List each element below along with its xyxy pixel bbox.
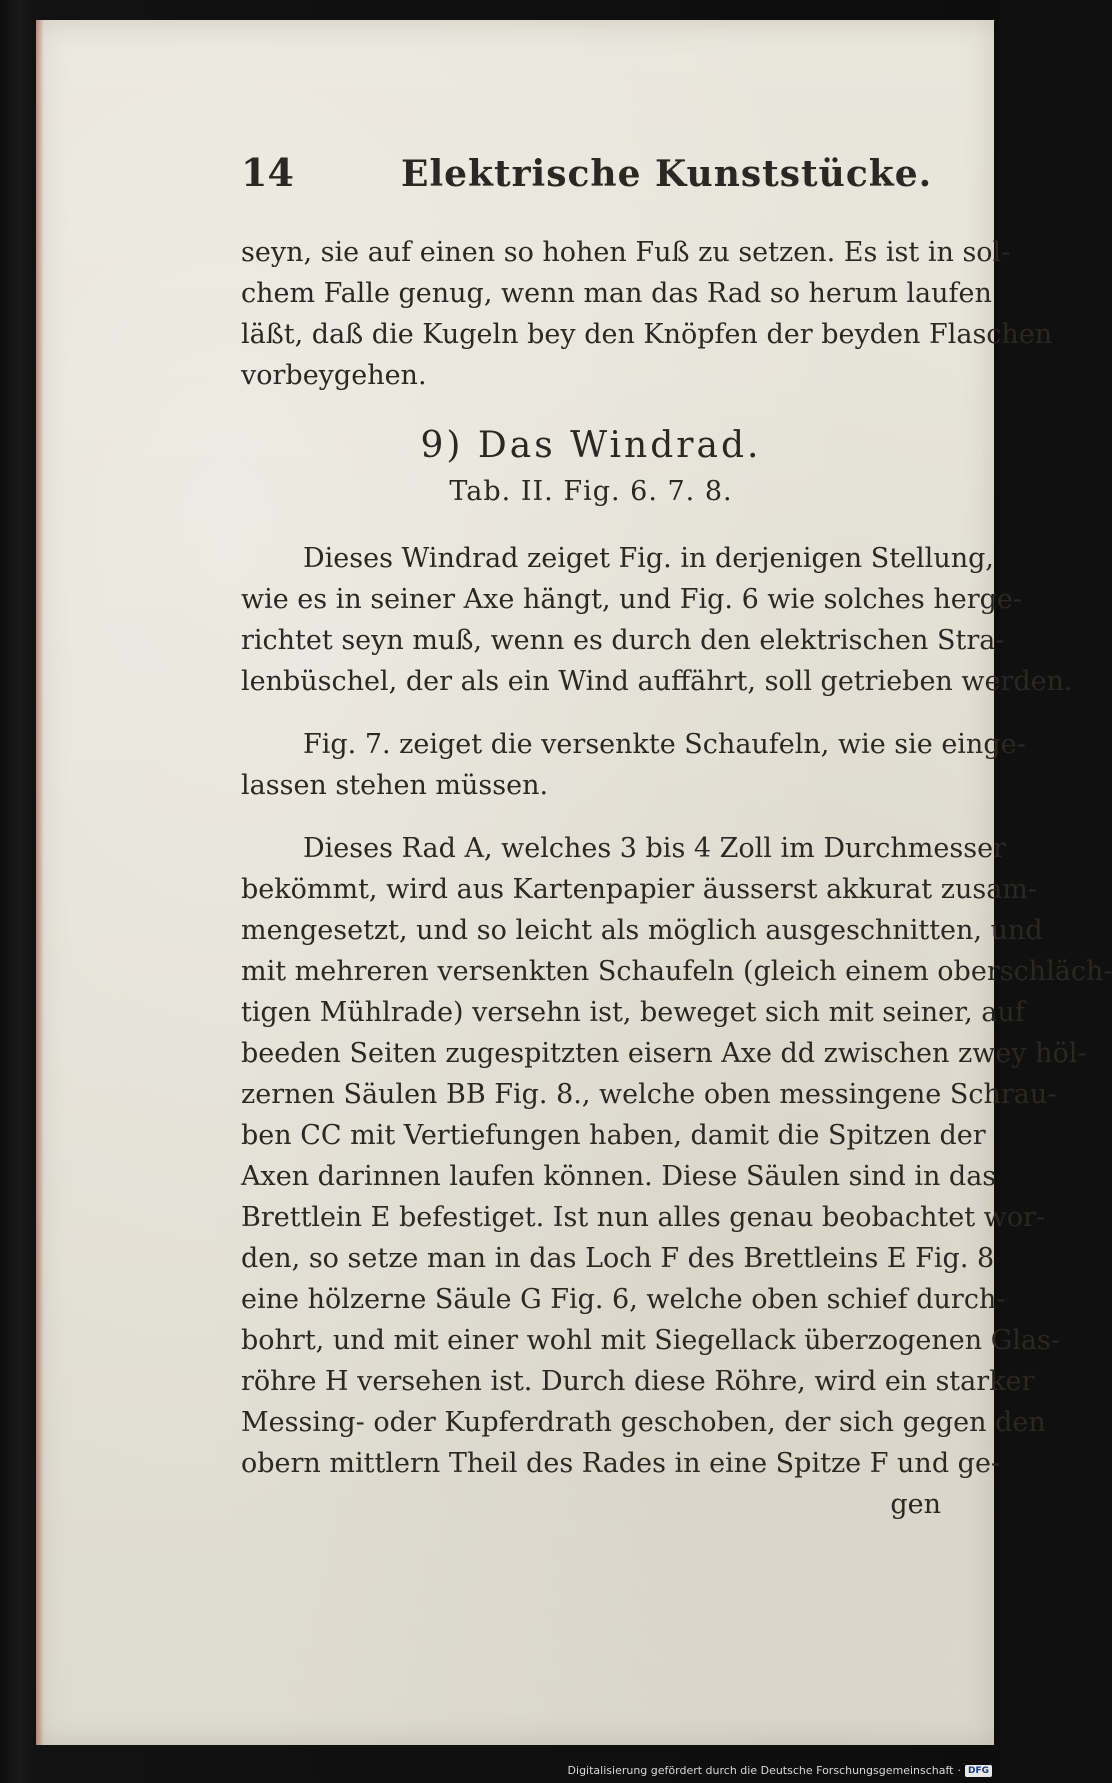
text-line: ben CC mit Vertiefungen haben, damit die Spitzen der <box>241 1120 986 1151</box>
text-line: Brettlein E befestiget. Ist nun alles genau beobachtet wor- <box>241 1202 1046 1233</box>
text-line: eine hölzerne Säule G Fig. 6, welche oben schief durch- <box>241 1284 1006 1315</box>
section-figure-reference: Tab. II. Fig. 6. 7. 8. <box>449 476 733 507</box>
text-line: Fig. 7. zeiget die versenkte Schaufeln, wie sie einge- <box>303 729 1026 760</box>
text-line: bekömmt, wird aus Kartenpapier äusserst akkurat zusam- <box>241 874 1038 905</box>
digitization-footer <box>568 1764 992 1777</box>
footer-separator: · <box>957 1764 961 1777</box>
paragraph-1 <box>241 538 1073 702</box>
dfg-logo-icon: DFG <box>965 1765 992 1777</box>
text-line: bohrt, und mit einer wohl mit Siegellack überzogenen Glas- <box>241 1325 1061 1356</box>
text-line: Dieses Rad A, welches 3 bis 4 Zoll im Durchmesser <box>303 833 1006 864</box>
page-header <box>241 150 941 220</box>
text-line: obern mittlern Theil des Rades in eine Spitze F und ge- <box>241 1448 1001 1479</box>
text-line: Dieses Windrad zeiget Fig. in derjenigen Stellung, <box>303 543 994 574</box>
paragraph-2 <box>241 724 1026 806</box>
text-line: vorbeygehen. <box>241 360 427 391</box>
text-line: mit mehreren versenkten Schaufeln (gleich einem oberschläch- <box>241 956 1112 987</box>
text-line: tigen Mühlrade) versehn ist, beweget sich mit seiner, auf <box>241 997 1025 1028</box>
text-line: seyn, sie auf einen so hohen Fuß zu setzen. Es ist in sol- <box>241 237 1011 268</box>
text-line: mengesetzt, und so leicht als möglich ausgeschnitten, und <box>241 915 1043 946</box>
section-title: 9) Das Windrad. <box>420 425 762 466</box>
text-line: richtet seyn muß, wenn es durch den elektrischen Stra- <box>241 625 1005 656</box>
text-line: lenbüschel, der als ein Wind auffährt, soll getrieben werden. <box>241 666 1073 697</box>
running-title: Elektrische Kunststücke. <box>401 153 933 195</box>
text-line: lassen stehen müssen. <box>241 770 549 801</box>
text-line: Messing- oder Kupferdrath geschoben, der sich gegen den <box>241 1407 1046 1438</box>
paragraph-continued <box>241 232 1053 396</box>
book-page <box>36 20 1112 1745</box>
page-number: 14 <box>241 150 294 195</box>
text-line: läßt, daß die Kugeln bey den Knöpfen der beyden Flaschen <box>241 319 1053 350</box>
text-line: beeden Seiten zugespitzten eisern Axe dd zwischen zwey höl- <box>241 1038 1087 1069</box>
text-line: wie es in seiner Axe hängt, und Fig. 6 wie solches herge- <box>241 584 1022 615</box>
text-line: den, so setze man in das Loch F des Brettleins E Fig. 8 <box>241 1243 995 1274</box>
catchword: gen <box>890 1489 941 1520</box>
text-line: röhre H versehen ist. Durch diese Röhre, wird ein starker <box>241 1366 1035 1397</box>
text-block <box>241 150 1112 1525</box>
paragraph-3 <box>241 828 1112 1484</box>
funding-credit: Digitalisierung gefördert durch die Deutsche Forschungsgemeinschaft <box>567 1764 954 1777</box>
text-line: Axen darinnen laufen können. Diese Säulen sind in das <box>241 1161 997 1192</box>
text-line: chem Falle genug, wenn man das Rad so herum laufen <box>241 278 992 309</box>
text-line: zernen Säulen BB Fig. 8., welche oben messingene Schrau- <box>241 1079 1057 1110</box>
